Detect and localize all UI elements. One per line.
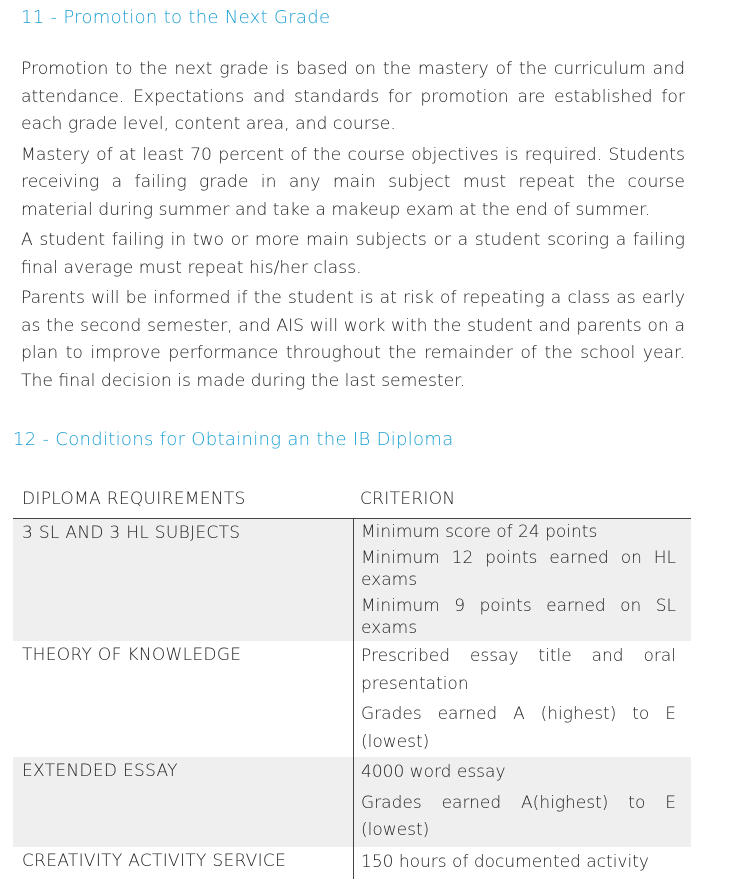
table-row <box>13 757 691 847</box>
criterion-item: 4000 word essay <box>361 762 506 782</box>
requirement-cell: EXTENDED ESSAY <box>22 761 178 781</box>
section-11-body <box>21 56 685 398</box>
table-row <box>13 847 691 879</box>
requirement-cell: 3 SL AND 3 HL SUBJECTS <box>22 523 241 543</box>
header-criterion: CRITERION <box>360 489 456 509</box>
criterion-item: Minimum 9 points earned on SL exams <box>361 596 676 638</box>
paragraph: Parents will be informed if the student is at risk of repeating a class as early as the second semester, and AIS will work with the student and parents on a plan to improve performance throughout the remainder of the school year. The final decision is made during the last semester. <box>21 288 685 391</box>
requirement-cell: CREATIVITY ACTIVITY SERVICE <box>22 851 287 871</box>
paragraph: A student failing in two or more main subjects or a student scoring a failing final average must repeat his/her class. <box>21 230 685 278</box>
criterion-item: Grades earned A (highest) to E (lowest) <box>361 704 676 752</box>
diploma-requirements-table <box>13 486 691 879</box>
section-11-title: 11 - Promotion to the Next Grade <box>21 7 331 28</box>
criterion-item: Minimum score of 24 points <box>361 522 598 542</box>
criterion-item: Prescribed essay title and oral presentation <box>361 646 676 694</box>
table-row <box>13 641 691 757</box>
criterion-cell <box>353 641 691 757</box>
criterion-cell <box>353 519 691 641</box>
criterion-cell <box>353 847 691 879</box>
table-header <box>13 486 691 519</box>
header-requirements: DIPLOMA REQUIREMENTS <box>22 489 246 509</box>
criterion-item: Grades earned A(highest) to E (lowest) <box>361 792 676 840</box>
requirement-cell: THEORY OF KNOWLEDGE <box>22 645 242 665</box>
criterion-item: 150 hours of documented activity <box>361 852 649 872</box>
section-12-title: 12 - Conditions for Obtaining an the IB Diploma <box>13 429 454 450</box>
paragraph: Mastery of at least 70 percent of the course objectives is required. Students receiving a failing grade in any main subject must repeat the course material during summer and take a makeup exam at the end of summer. <box>21 144 685 220</box>
table-row <box>13 519 691 641</box>
criterion-cell <box>353 757 691 847</box>
criterion-item: Minimum 12 points earned on HL exams <box>361 548 676 590</box>
paragraph: Promotion to the next grade is based on the mastery of the curriculum and attendance. Expectations and standards for promotion are established for each grade level, content area, and course. <box>21 59 685 134</box>
